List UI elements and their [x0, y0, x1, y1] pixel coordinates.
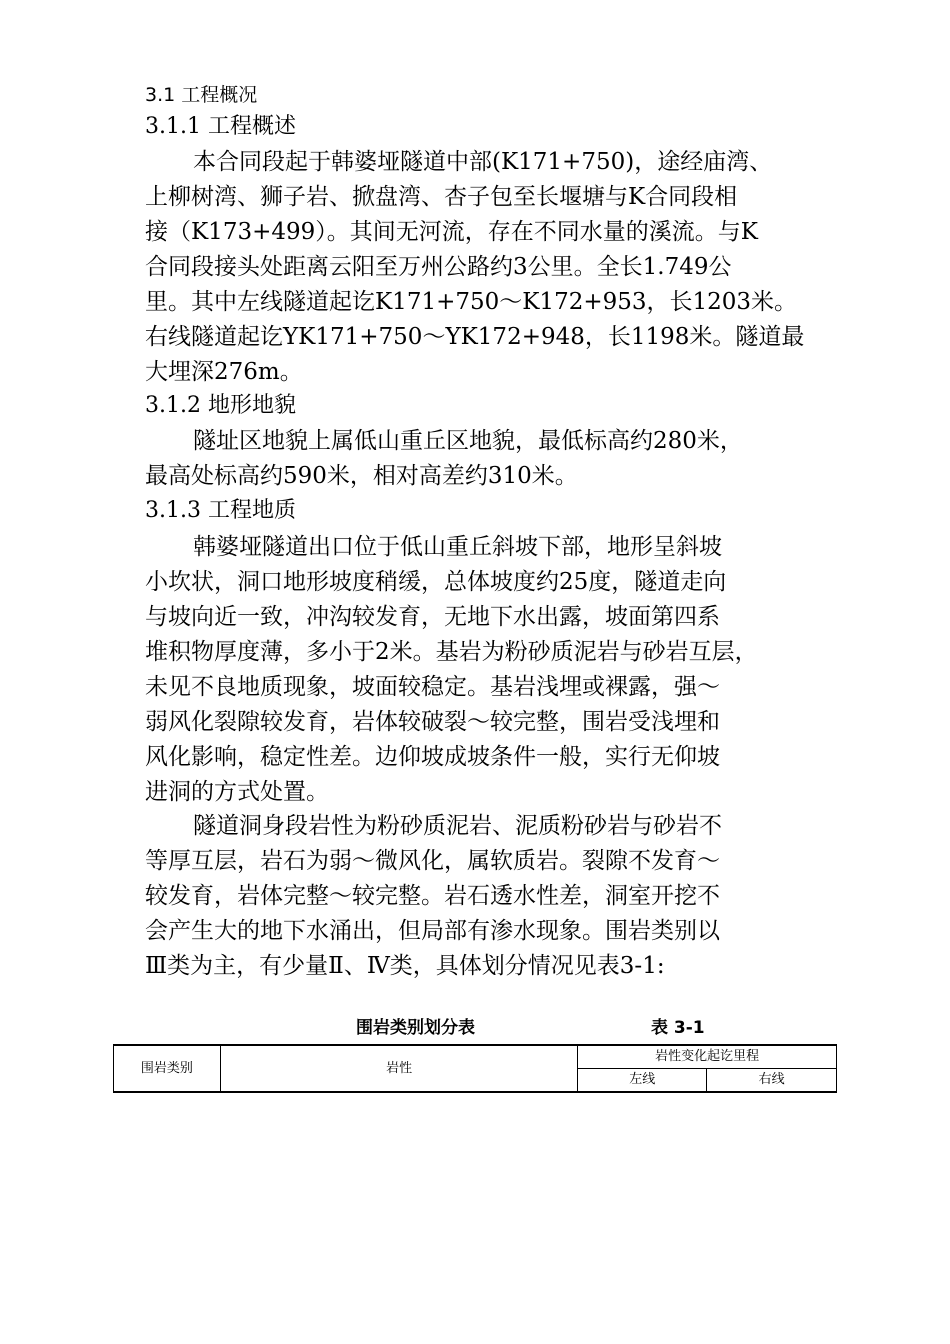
subsection-heading-geology: 3.1.3 工程地质: [145, 498, 296, 523]
table-caption: 围岩类别划分表: [356, 1018, 475, 1038]
text-line: 未见不良地质现象，坡面较稳定。基岩浅埋或裸露，强～: [145, 674, 720, 700]
subsection-heading-terrain: 3.1.2 地形地貌: [145, 393, 296, 418]
header-right-line: 右线: [707, 1069, 837, 1093]
text-line: 等厚互层，岩石为弱～微风化，属软质岩。裂隙不发育～: [145, 848, 720, 874]
table-header-row: [114, 1045, 837, 1069]
section-title: 3.1 工程概况: [145, 84, 258, 106]
text-line: 上柳树湾、狮子岩、掀盘湾、杏子包至长堰塘与K合同段相: [145, 184, 738, 210]
header-rock-class: 围岩类别: [114, 1045, 221, 1092]
header-left-line: 左线: [578, 1069, 707, 1093]
text-line: 里。其中左线隧道起讫K171+750～K172+953，长1203米。: [145, 289, 798, 315]
text-line: 小坎状，洞口地形坡度稍缓，总体坡度约25度，隧道走向: [145, 569, 727, 595]
text-line: 本合同段起于韩婆垭隧道中部(K171+750)，途经庙湾、: [193, 149, 773, 175]
text-line: 隧址区地貌上属低山重丘区地貌，最低标高约280米，: [193, 428, 743, 454]
text-line: 较发育，岩体完整～较完整。岩石透水性差，洞室开挖不: [145, 883, 720, 909]
rock-class-table: [113, 1044, 837, 1093]
subsection-heading-overview: 3.1.1 工程概述: [145, 114, 296, 139]
header-mileage: 岩性变化起讫里程: [578, 1045, 837, 1069]
text-line: 弱风化裂隙较发育，岩体较破裂～较完整，围岩受浅埋和: [145, 709, 720, 735]
header-lithology: 岩性: [220, 1045, 577, 1092]
text-line: 大埋深276m。: [145, 359, 303, 385]
text-line: 合同段接头处距离云阳至万州公路约3公里。全长1.749公: [145, 254, 732, 280]
text-line: 韩婆垭隧道出口位于低山重丘斜坡下部，地形呈斜坡: [193, 534, 722, 560]
paragraph-terrain: [145, 424, 825, 494]
text-line: 右线隧道起讫YK171+750～YK172+948，长1198米。隧道最: [145, 324, 805, 350]
text-line: 与坡向近一致，冲沟较发育，无地下水出露，坡面第四系: [145, 604, 720, 630]
text-line: 最高处标高约590米，相对高差约310米。: [145, 463, 578, 489]
text-line: 风化影响，稳定性差。边仰坡成坡条件一般，实行无仰坡: [145, 744, 720, 770]
table-number: 表 3-1: [651, 1018, 705, 1038]
paragraph-geology-portal: [145, 530, 825, 810]
text-line: 隧道洞身段岩性为粉砂质泥岩、泥质粉砂岩与砂岩不: [193, 813, 722, 839]
text-line: 进洞的方式处置。: [145, 779, 329, 805]
text-line: Ⅲ类为主，有少量Ⅱ、Ⅳ类，具体划分情况见表3-1:: [145, 953, 665, 979]
text-line: 堆积物厚度薄，多小于2米。基岩为粉砂质泥岩与砂岩互层，: [145, 639, 758, 665]
text-line: 接（K173+499）。其间无河流，存在不同水量的溪流。与K: [145, 219, 758, 245]
paragraph-geology-body: [145, 809, 825, 984]
paragraph-overview: [145, 145, 825, 390]
text-line: 会产生大的地下水涌出，但局部有渗水现象。围岩类别以: [145, 918, 720, 944]
